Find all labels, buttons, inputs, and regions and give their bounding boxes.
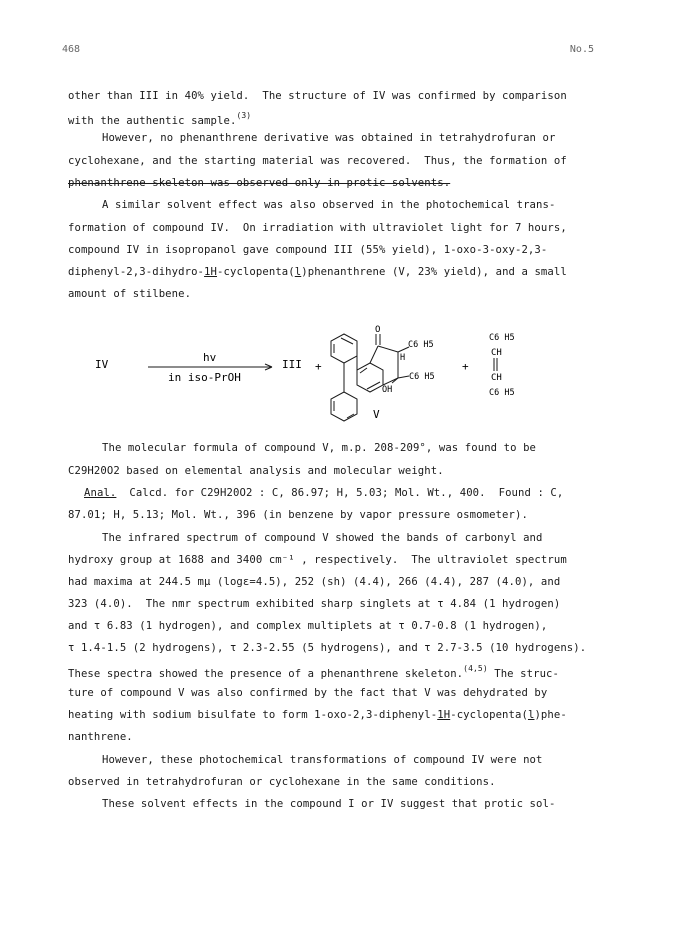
reference-3: (3) [236,111,252,120]
text-line: The molecular formula of compound V, m.p. 208-209°, was found to be [102,442,537,454]
stilbene-ch2: CH [491,373,502,383]
stilbene-double-bond [494,358,497,371]
issue-number: No.5 [569,44,594,55]
compound-V-label: V [373,408,380,421]
text-line: and τ 6.83 (1 hydrogen), and complex multiplets at τ 0.7-0.8 (1 hydrogen), [68,620,548,632]
text-line: other than III in 40% yield. The structure of IV was confirmed by comparison [68,90,567,102]
scheme-reactant: IV [95,358,109,371]
scheme-reagent-top: hv [203,351,217,364]
scheme-reagent-bottom: in iso-PrOH [168,371,241,384]
text-line: C29H20O2 based on elemental analysis and molecular weight. [68,465,444,477]
atom-OH: OH [382,385,393,395]
text-line: formation of compound IV. On irradiation with ultraviolet light for 7 hours, [68,222,567,234]
text-line: A similar solvent effect was also observed in the photochemical trans- [102,199,556,211]
substituent-ph1: C6 H5 [408,340,434,350]
text-line: hydroxy group at 1688 and 3400 cm⁻¹ , respectively. The ultraviolet spectrum [68,554,567,566]
scheme-plus-2: + [462,360,469,373]
page-number: 468 [62,44,81,55]
text-line: had maxima at 244.5 mμ (logε=4.5), 252 (sh) (4.4), 266 (4.4), 287 (4.0), and [68,576,561,588]
text-line: diphenyl-2,3-dihydro-1H-cyclopenta(l)phenanthrene (V, 23% yield), and a small [68,266,567,278]
stilbene-ch1: CH [491,348,502,358]
text-line: Anal. Calcd. for C29H20O2 : C, 86.97; H, 5.03; Mol. Wt., 400. Found : C, [84,487,564,499]
scheme-plus: + [315,360,322,373]
text-line: ture of compound V was also confirmed by the fact that V was dehydrated by [68,687,548,699]
stilbene-ph-top: C6 H5 [489,333,515,343]
text-line: compound IV in isopropanol gave compound III (55% yield), 1-oxo-3-oxy-2,3- [68,244,548,256]
text-line: τ 1.4-1.5 (2 hydrogens), τ 2.3-2.55 (5 hydrogens), and τ 2.7-3.5 (10 hydrogens). [68,642,587,654]
atom-O: O [375,325,381,335]
stilbene-ph-bottom: C6 H5 [489,388,515,398]
text-line: 323 (4.0). The nmr spectrum exhibited sharp singlets at τ 4.84 (1 hydrogen) [68,598,561,610]
reaction-scheme [0,320,680,425]
atom-H: H [400,353,406,363]
text-line: However, no phenanthrene derivative was obtained in tetrahydrofuran or [102,132,556,144]
anal-label: Anal. [84,487,117,499]
text-line: cyclohexane, and the starting material was recovered. Thus, the formation of [68,155,567,167]
text-line: These spectra showed the presence of a phenanthrene skeleton.$^{(4,5)}$ The struc- [68,664,560,680]
text-line: nanthrene. [68,731,133,743]
text-line: 87.01; H, 5.13; Mol. Wt., 396 (in benzene by vapor pressure osmometer). [68,509,528,521]
compound-V-structure [331,334,409,421]
reference-4-5: (4,5) [463,664,488,673]
text-line: These solvent effects in the compound I or IV suggest that protic sol- [102,798,556,810]
text-line: observed in tetrahydrofuran or cyclohexane in the same conditions. [68,776,496,788]
text-line: amount of stilbene. [68,288,192,300]
text-line: However, these photochemical transformations of compound IV were not [102,754,543,766]
text-line: phenanthrene skeleton was observed only in protic solvents. [68,177,451,189]
substituent-ph2: C6 H5 [409,372,435,382]
text-line: heating with sodium bisulfate to form 1-oxo-2,3-diphenyl-1H-cyclopenta(l)phe- [68,709,567,721]
text-line: with the authentic sample.$^{(3)}$ [68,111,252,127]
scheme-product-III: III [282,358,302,371]
text-line: The infrared spectrum of compound V showed the bands of carbonyl and [102,532,543,544]
